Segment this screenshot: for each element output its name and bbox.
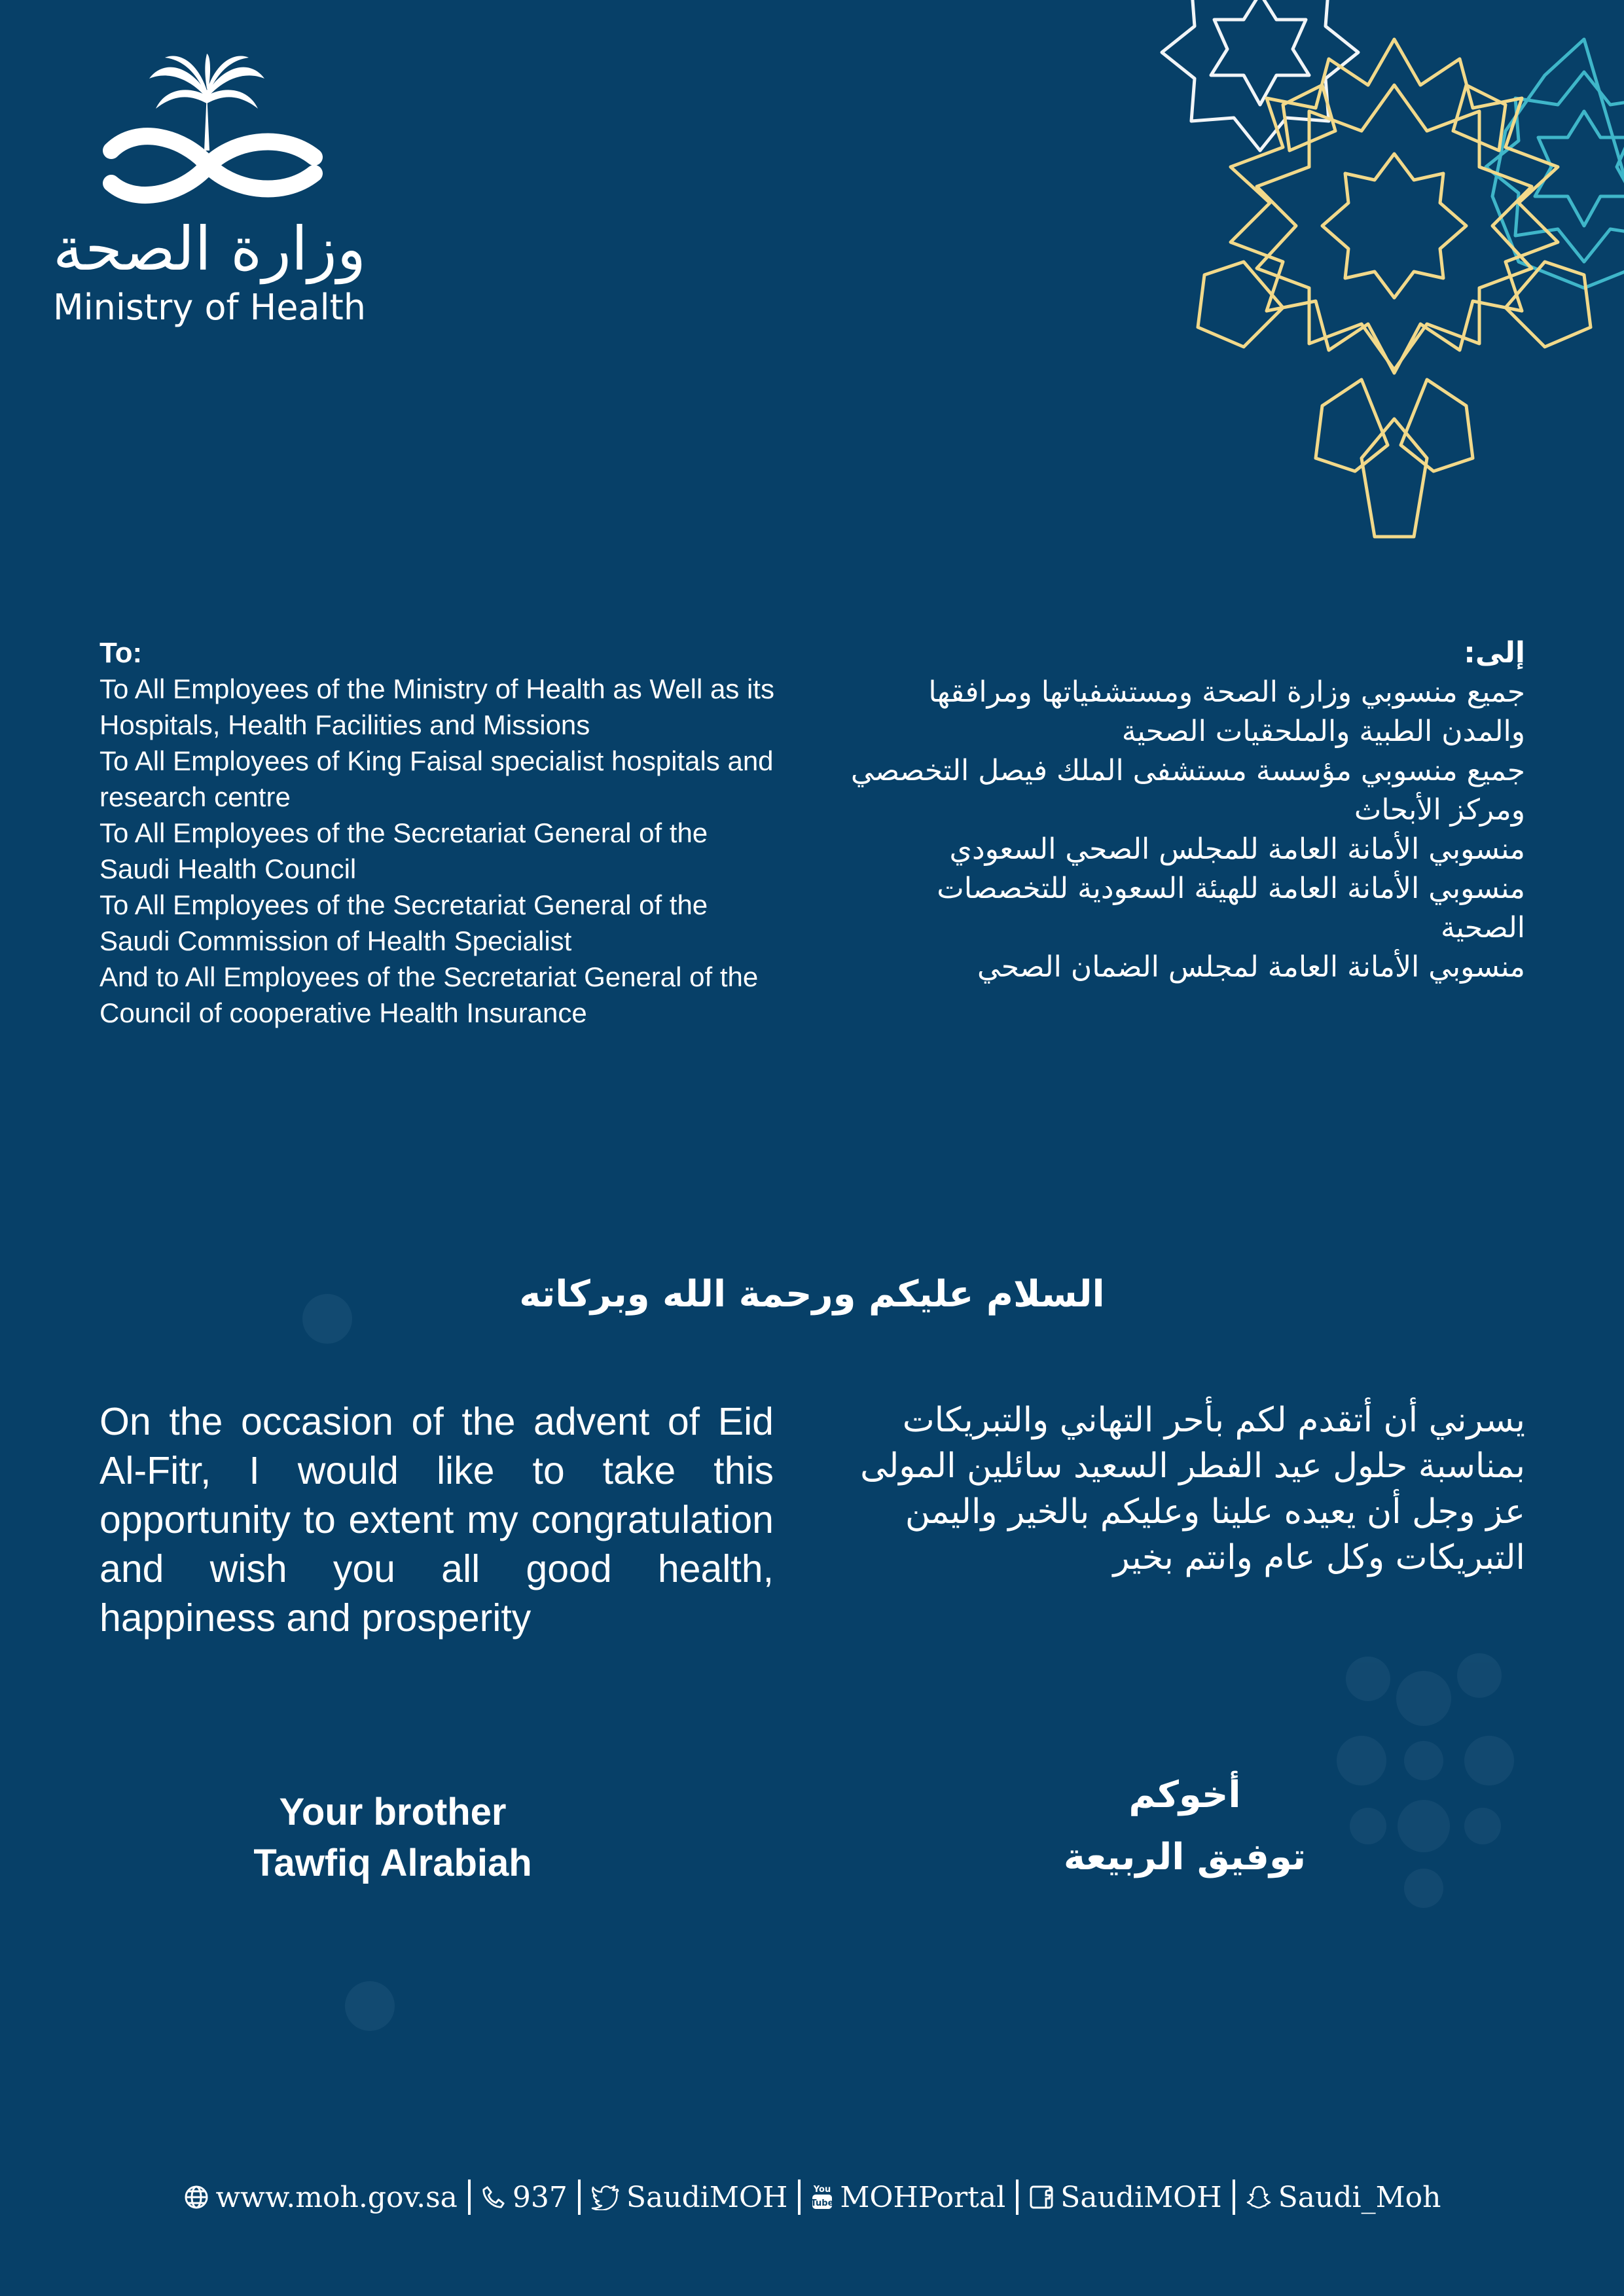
recipient-line-en: To All Employees of King Faisal specialist hospitals and research centre bbox=[99, 745, 774, 812]
recipients-heading-ar: إلى: bbox=[1464, 636, 1525, 670]
facebook-label: SaudiMOH bbox=[1060, 2180, 1222, 2214]
recipient-line-en: To All Employees of the Ministry of Health as Well as its Hospitals, Health Facilities and Missions bbox=[99, 673, 774, 740]
footer-website[interactable] bbox=[173, 2181, 468, 2214]
footer-youtube[interactable] bbox=[801, 2181, 1016, 2214]
twitter-icon bbox=[591, 2184, 620, 2210]
website-label: www.moh.gov.sa bbox=[215, 2180, 458, 2214]
signature-salutation-ar: أخوكم bbox=[1128, 1774, 1241, 1816]
ministry-name-english: Ministry of Health bbox=[53, 287, 366, 328]
signature-english bbox=[223, 1787, 563, 1889]
recipients-heading-en: To: bbox=[99, 637, 143, 669]
globe-icon bbox=[183, 2184, 209, 2210]
twitter-label: SaudiMOH bbox=[626, 2180, 788, 2214]
moh-emblem-icon bbox=[92, 52, 327, 209]
recipient-line-ar: جميع منسوبي وزارة الصحة ومستشفياتها ومرافقها والمدن الطبية والملحقيات الصحية bbox=[928, 675, 1525, 748]
recipient-line-ar: منسوبي الأمانة العامة للهيئة السعودية للتخصصات الصحية bbox=[937, 872, 1525, 944]
signature-name-ar: توفيق الربيعة bbox=[1063, 1836, 1307, 1878]
recipient-line-en: To All Employees of the Secretariat General of the Saudi Commission of Health Specialist bbox=[99, 889, 708, 956]
recipient-line-ar: جميع منسوبي مؤسسة مستشفى الملك فيصل التخصصي ومركز الأبحاث bbox=[850, 754, 1525, 827]
facebook-icon bbox=[1029, 2185, 1054, 2210]
signature-salutation-en: Your brother bbox=[279, 1791, 507, 1833]
greeting-title: السلام عليكم ورحمة الله وبركاته bbox=[519, 1273, 1105, 1316]
geometric-ornament bbox=[1087, 0, 1624, 550]
footer-twitter[interactable] bbox=[581, 2181, 798, 2214]
recipient-line-en: And to All Employees of the Secretariat General of the Council of cooperative Health Insurance bbox=[99, 961, 759, 1028]
message-arabic: يسرني أن أتقدم لكم بأحر التهاني والتبريكات بمناسبة حلول عيد الفطر السعيد سائلين المولى عز وجل أن يعيده علينا وعليكم بالخير واليمن التبريكات وكل عام وانتم بخير bbox=[860, 1401, 1525, 1577]
phone-label: 937 bbox=[512, 2180, 568, 2214]
youtube-label: MOHPortal bbox=[840, 2180, 1006, 2214]
youtube-icon bbox=[811, 2184, 833, 2210]
footer-contacts bbox=[0, 2174, 1624, 2220]
phone-icon bbox=[481, 2185, 506, 2210]
signature-name-en: Tawfiq Alrabiah bbox=[253, 1842, 532, 1884]
snapchat-label: Saudi_Moh bbox=[1278, 2180, 1441, 2214]
footer-phone[interactable] bbox=[471, 2181, 578, 2214]
message-english: On the occasion of the advent of Eid Al-Fitr, I would like to take this opportunity to extent my congratulation and wish you all good health, happiness and prosperity bbox=[99, 1400, 774, 1640]
recipient-line-ar: منسوبي الأمانة العامة للمجلس الصحي السعودي bbox=[949, 833, 1525, 866]
recipients-english bbox=[99, 635, 780, 1031]
recipient-line-ar: منسوبي الأمانة العامة لمجلس الضمان الصحي bbox=[977, 950, 1525, 984]
recipient-line-en: To All Employees of the Secretariat General of the Saudi Health Council bbox=[99, 817, 708, 884]
ministry-name-arabic: وزارة الصحة bbox=[52, 214, 367, 284]
svg-text:You: You bbox=[814, 2185, 831, 2195]
footer-facebook[interactable] bbox=[1019, 2181, 1232, 2214]
footer-snapchat[interactable] bbox=[1235, 2181, 1452, 2214]
signature-arabic bbox=[1008, 1764, 1362, 1888]
svg-text:Tube: Tube bbox=[811, 2198, 834, 2208]
recipients-arabic bbox=[844, 634, 1525, 987]
ministry-logo bbox=[52, 52, 367, 340]
snapchat-icon bbox=[1246, 2184, 1272, 2210]
